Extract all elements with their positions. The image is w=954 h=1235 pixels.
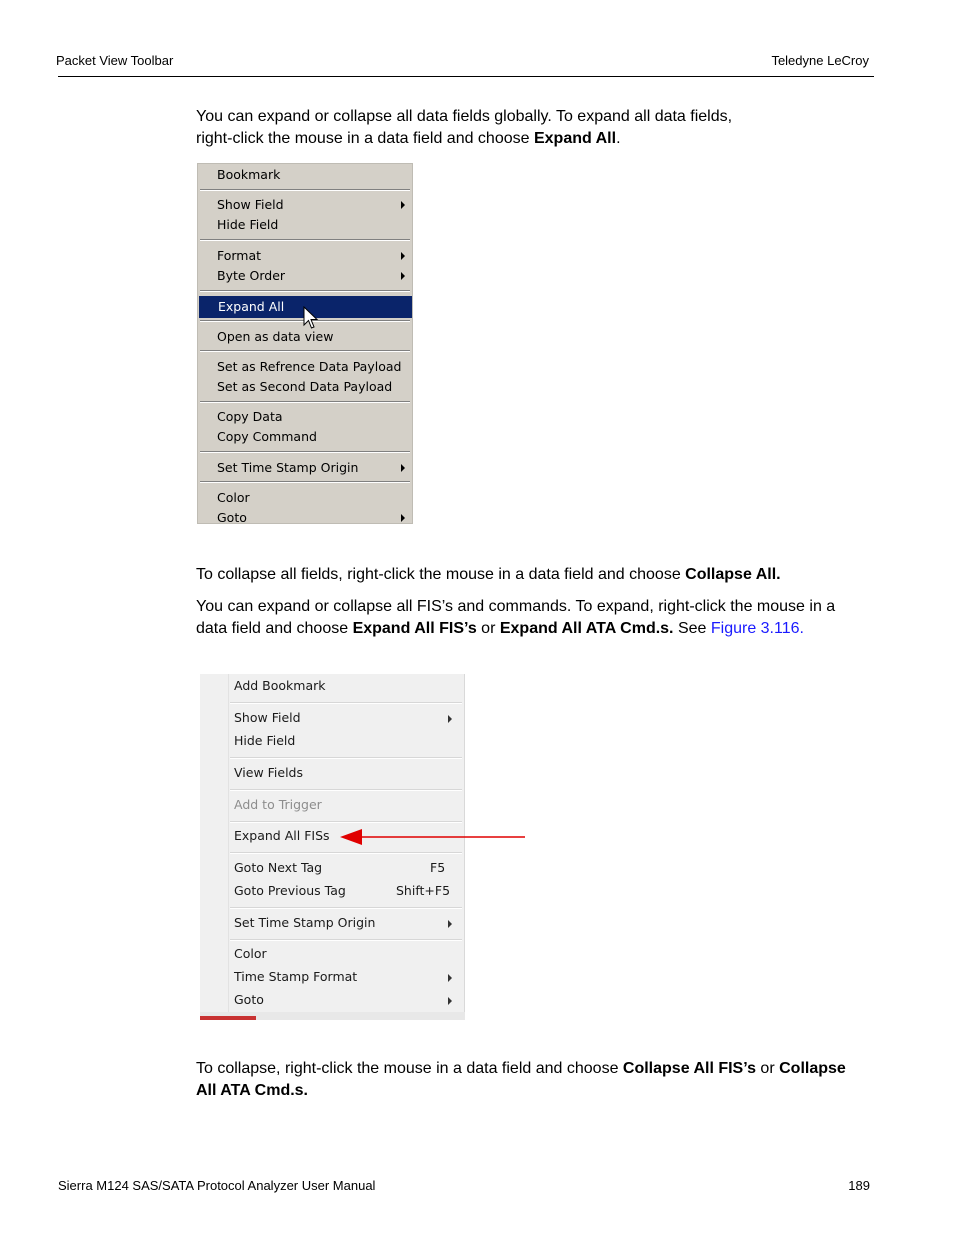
paragraph-collapse-all xyxy=(196,564,872,586)
submenu-arrow-icon xyxy=(401,272,405,280)
menu-item-show-field[interactable]: Show Field xyxy=(198,195,412,215)
menu-separator xyxy=(200,451,410,453)
menu-item-byte-order[interactable]: Byte Order xyxy=(198,266,412,286)
para4-line1: To collapse, right-click the mouse in a data field and choose xyxy=(196,1060,623,1077)
menu-item-view-fields[interactable]: View Fields xyxy=(234,765,304,780)
para4-bold-collapse: Collapse xyxy=(779,1060,846,1077)
menu-item-set-reference-payload[interactable]: Set as Refrence Data Payload xyxy=(217,359,402,374)
red-arrow-icon xyxy=(340,826,526,848)
para3-bold-expand-fis: Expand All FIS’s xyxy=(352,620,477,637)
menu-separator xyxy=(200,189,410,191)
running-header-company: Teledyne LeCroy xyxy=(771,53,869,68)
submenu-arrow-icon xyxy=(448,715,452,723)
shortcut-shift-f5: Shift+F5 xyxy=(396,883,451,898)
menu-separator xyxy=(230,939,462,941)
submenu-arrow-icon xyxy=(401,464,405,472)
menu-item-expand-all-fis[interactable]: Expand All FISs xyxy=(234,828,330,843)
menu-separator xyxy=(230,907,462,909)
shortcut-f5: F5 xyxy=(430,860,446,875)
submenu-arrow-icon xyxy=(448,997,452,1005)
running-header-section: Packet View Toolbar xyxy=(56,53,174,68)
menu-separator xyxy=(230,757,462,759)
page-number: 189 xyxy=(848,1178,870,1193)
menu-item-add-bookmark[interactable]: Add Bookmark xyxy=(234,678,326,693)
submenu-arrow-icon xyxy=(401,514,405,522)
para1-line1: You can expand or collapse all data fields globally. To expand all data fields, xyxy=(196,108,733,125)
submenu-arrow-icon xyxy=(401,252,405,260)
menu-separator xyxy=(200,350,410,352)
menu-item-open-as-data-view[interactable]: Open as data view xyxy=(217,329,334,344)
menu-item-format[interactable]: Format xyxy=(198,246,412,266)
menu-separator xyxy=(230,852,462,854)
menu-item-goto-next-tag[interactable]: Goto Next Tag F5 xyxy=(230,857,462,879)
menu-item-hide-field[interactable]: Hide Field xyxy=(234,733,296,748)
footer-title: Sierra M124 SAS/SATA Protocol Analyzer User Manual xyxy=(58,1178,376,1193)
paragraph-expand-all xyxy=(196,106,872,150)
para2-text: To collapse all fields, right-click the mouse in a data field and choose xyxy=(196,566,686,583)
para3-line1: You can expand or collapse all FIS’s and commands. To expand, right-click the mouse in a xyxy=(196,598,836,615)
menu-separator xyxy=(230,789,462,791)
menu-item-add-to-trigger: Add to Trigger xyxy=(234,797,322,812)
context-menu-expand-all xyxy=(197,163,413,524)
menu-item-goto[interactable]: Goto xyxy=(230,989,462,1011)
menu-separator xyxy=(200,481,410,483)
menu-item-set-time-stamp-origin[interactable]: Set Time Stamp Origin xyxy=(198,458,412,478)
para4-or: or xyxy=(755,1060,780,1077)
menu-item-set-time-stamp-origin[interactable]: Set Time Stamp Origin xyxy=(230,912,462,934)
menu-item-hide-field[interactable]: Hide Field xyxy=(217,217,279,232)
menu-item-set-second-payload[interactable]: Set as Second Data Payload xyxy=(217,379,393,394)
para1-bold-expand-all: Expand All xyxy=(533,130,617,147)
submenu-arrow-icon xyxy=(401,201,405,209)
menu-separator xyxy=(200,239,410,241)
menu-item-bookmark[interactable]: Bookmark xyxy=(217,167,281,182)
paragraph-expand-fis xyxy=(196,596,872,640)
header-rule xyxy=(58,76,874,77)
menu-icon-gutter xyxy=(200,674,229,1012)
para4-bold-all-ata: All ATA Cmd.s. xyxy=(196,1082,308,1099)
para3-bold-expand-ata: Expand All ATA Cmd.s. xyxy=(499,620,674,637)
menu-item-goto-previous-tag[interactable]: Goto Previous Tag Shift+F5 xyxy=(230,880,462,902)
para1-period: . xyxy=(616,130,621,147)
menu-item-color[interactable]: Color xyxy=(217,490,250,505)
menu-item-copy-data[interactable]: Copy Data xyxy=(217,409,283,424)
mouse-pointer-icon xyxy=(303,306,319,332)
menu-separator xyxy=(230,702,462,704)
menu-item-goto[interactable]: Goto xyxy=(198,508,412,524)
para1-line2: right-click the mouse in a data field and choose xyxy=(196,130,534,147)
menu-item-copy-command[interactable]: Copy Command xyxy=(217,429,317,444)
submenu-arrow-icon xyxy=(448,920,452,928)
menu-item-expand-all[interactable]: Expand All xyxy=(199,296,412,318)
menu-separator xyxy=(200,290,410,292)
menu-item-time-stamp-format[interactable]: Time Stamp Format xyxy=(230,966,462,988)
menu-item-show-field[interactable]: Show Field xyxy=(230,707,462,729)
menu-separator xyxy=(230,821,462,823)
para3-line2: data field and choose xyxy=(196,620,353,637)
figure-link[interactable]: Figure 3.116. xyxy=(710,620,804,637)
menu-item-color[interactable]: Color xyxy=(234,946,267,961)
para4-bold-collapse-fis: Collapse All FIS’s xyxy=(622,1060,756,1077)
submenu-arrow-icon xyxy=(448,974,452,982)
para3-see: See xyxy=(673,620,711,637)
underlying-window-strip xyxy=(200,1012,465,1020)
paragraph-collapse-fis xyxy=(196,1058,872,1102)
para3-or: or xyxy=(476,620,500,637)
para2-bold-collapse-all: Collapse All. xyxy=(685,566,781,583)
underlying-red-cell xyxy=(200,1016,256,1020)
menu-separator xyxy=(200,401,410,403)
